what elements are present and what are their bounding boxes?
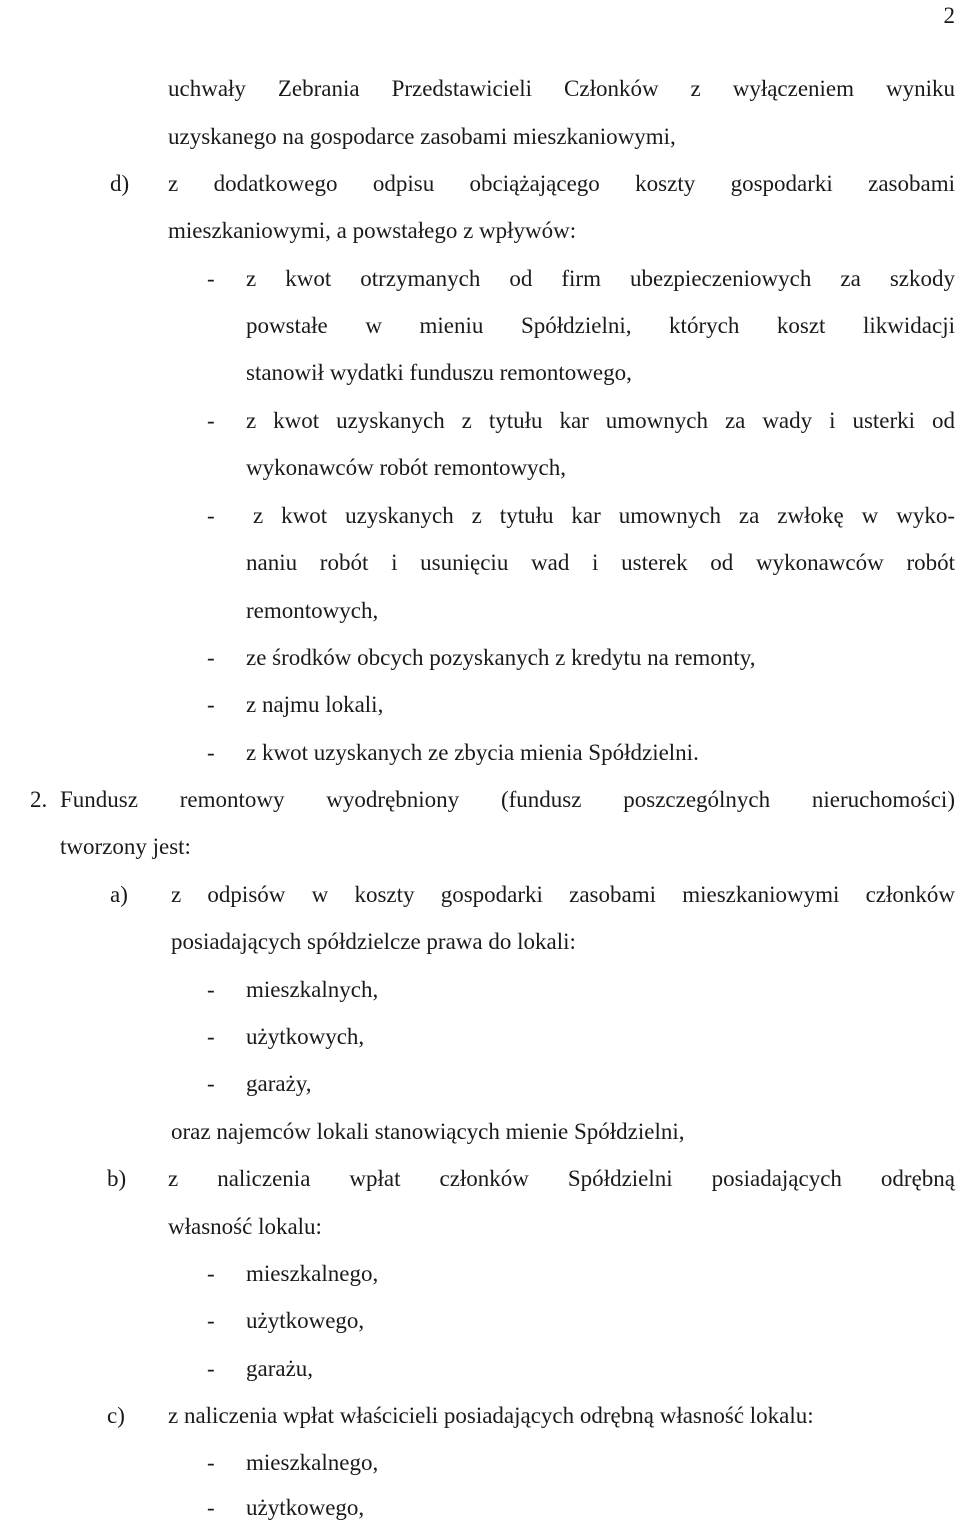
list-marker: - — [207, 1308, 215, 1333]
paragraph-line: uzyskanego na gospodarce zasobami mieszkaniowymi, — [168, 124, 676, 149]
list-marker: - — [207, 1450, 215, 1475]
section-number: 2. — [30, 787, 48, 812]
list-marker: - — [207, 1356, 215, 1381]
list-marker: - — [207, 1071, 215, 1096]
paragraph-line: z kwot otrzymanych od firm ubezpieczeniowych za szkody — [246, 266, 955, 291]
list-marker: d) — [110, 171, 130, 196]
paragraph-line: użytkowych, — [246, 1024, 365, 1049]
list-marker: - — [207, 692, 215, 717]
paragraph-line: mieszkalnego, — [246, 1450, 379, 1475]
paragraph-line: powstałe w mieniu Spółdzielni, których koszt likwidacji — [246, 313, 955, 338]
paragraph-line: uchwały Zebrania Przedstawicieli Członków z wyłączeniem wyniku — [168, 76, 955, 101]
paragraph-line: z kwot uzyskanych z tytułu kar umownych za zwłokę w wyko- — [253, 503, 955, 528]
paragraph-line: użytkowego, — [246, 1308, 365, 1333]
paragraph-line: użytkowego, — [246, 1495, 365, 1520]
list-marker: - — [207, 645, 215, 670]
paragraph-line: wykonawców robót remontowych, — [246, 455, 567, 480]
list-marker: - — [207, 977, 215, 1002]
paragraph-line: z naliczenia wpłat właścicieli posiadających odrębną własność lokalu: — [168, 1403, 814, 1428]
list-marker: - — [207, 740, 215, 765]
paragraph-line: naniu robót i usunięciu wad i usterek od wykonawców robót — [246, 550, 955, 575]
paragraph-line: z kwot uzyskanych z tytułu kar umownych za wady i usterki od — [246, 408, 955, 433]
paragraph-line: własność lokalu: — [168, 1214, 322, 1239]
paragraph-line: posiadających spółdzielcze prawa do lokali: — [171, 929, 576, 954]
page-number: 2 — [943, 3, 955, 28]
paragraph-line: z najmu lokali, — [246, 692, 384, 717]
paragraph-line: remontowych, — [246, 598, 379, 623]
paragraph-line: Fundusz remontowy wyodrębniony (fundusz poszczególnych nieruchomości) — [60, 787, 955, 812]
list-marker: - — [207, 503, 215, 528]
paragraph-line: garaży, — [246, 1071, 312, 1096]
paragraph-line: z dodatkowego odpisu obciążającego koszty gospodarki zasobami — [168, 171, 955, 196]
list-marker: - — [207, 1024, 215, 1049]
list-marker: a) — [110, 882, 128, 907]
paragraph-line: mieszkalnego, — [246, 1261, 379, 1286]
paragraph-line: mieszkaniowymi, a powstałego z wpływów: — [168, 218, 577, 243]
list-marker: - — [207, 408, 215, 433]
paragraph-line: stanowił wydatki funduszu remontowego, — [246, 360, 632, 385]
list-marker: b) — [107, 1166, 127, 1191]
paragraph-line: z odpisów w koszty gospodarki zasobami mieszkaniowymi członków — [171, 882, 955, 907]
paragraph-line: ze środków obcych pozyskanych z kredytu na remonty, — [246, 645, 756, 670]
paragraph-line: mieszkalnych, — [246, 977, 379, 1002]
list-marker: - — [207, 1261, 215, 1286]
list-marker: - — [207, 266, 215, 291]
paragraph-line: tworzony jest: — [60, 834, 191, 859]
list-marker: c) — [107, 1403, 125, 1428]
list-marker: - — [207, 1495, 215, 1520]
paragraph-line: z kwot uzyskanych ze zbycia mienia Spółdzielni. — [246, 740, 699, 765]
paragraph-line: garażu, — [246, 1356, 314, 1381]
paragraph-line: oraz najemców lokali stanowiących mienie Spółdzielni, — [171, 1119, 685, 1144]
paragraph-line: z naliczenia wpłat członków Spółdzielni posiadających odrębną — [168, 1166, 955, 1191]
